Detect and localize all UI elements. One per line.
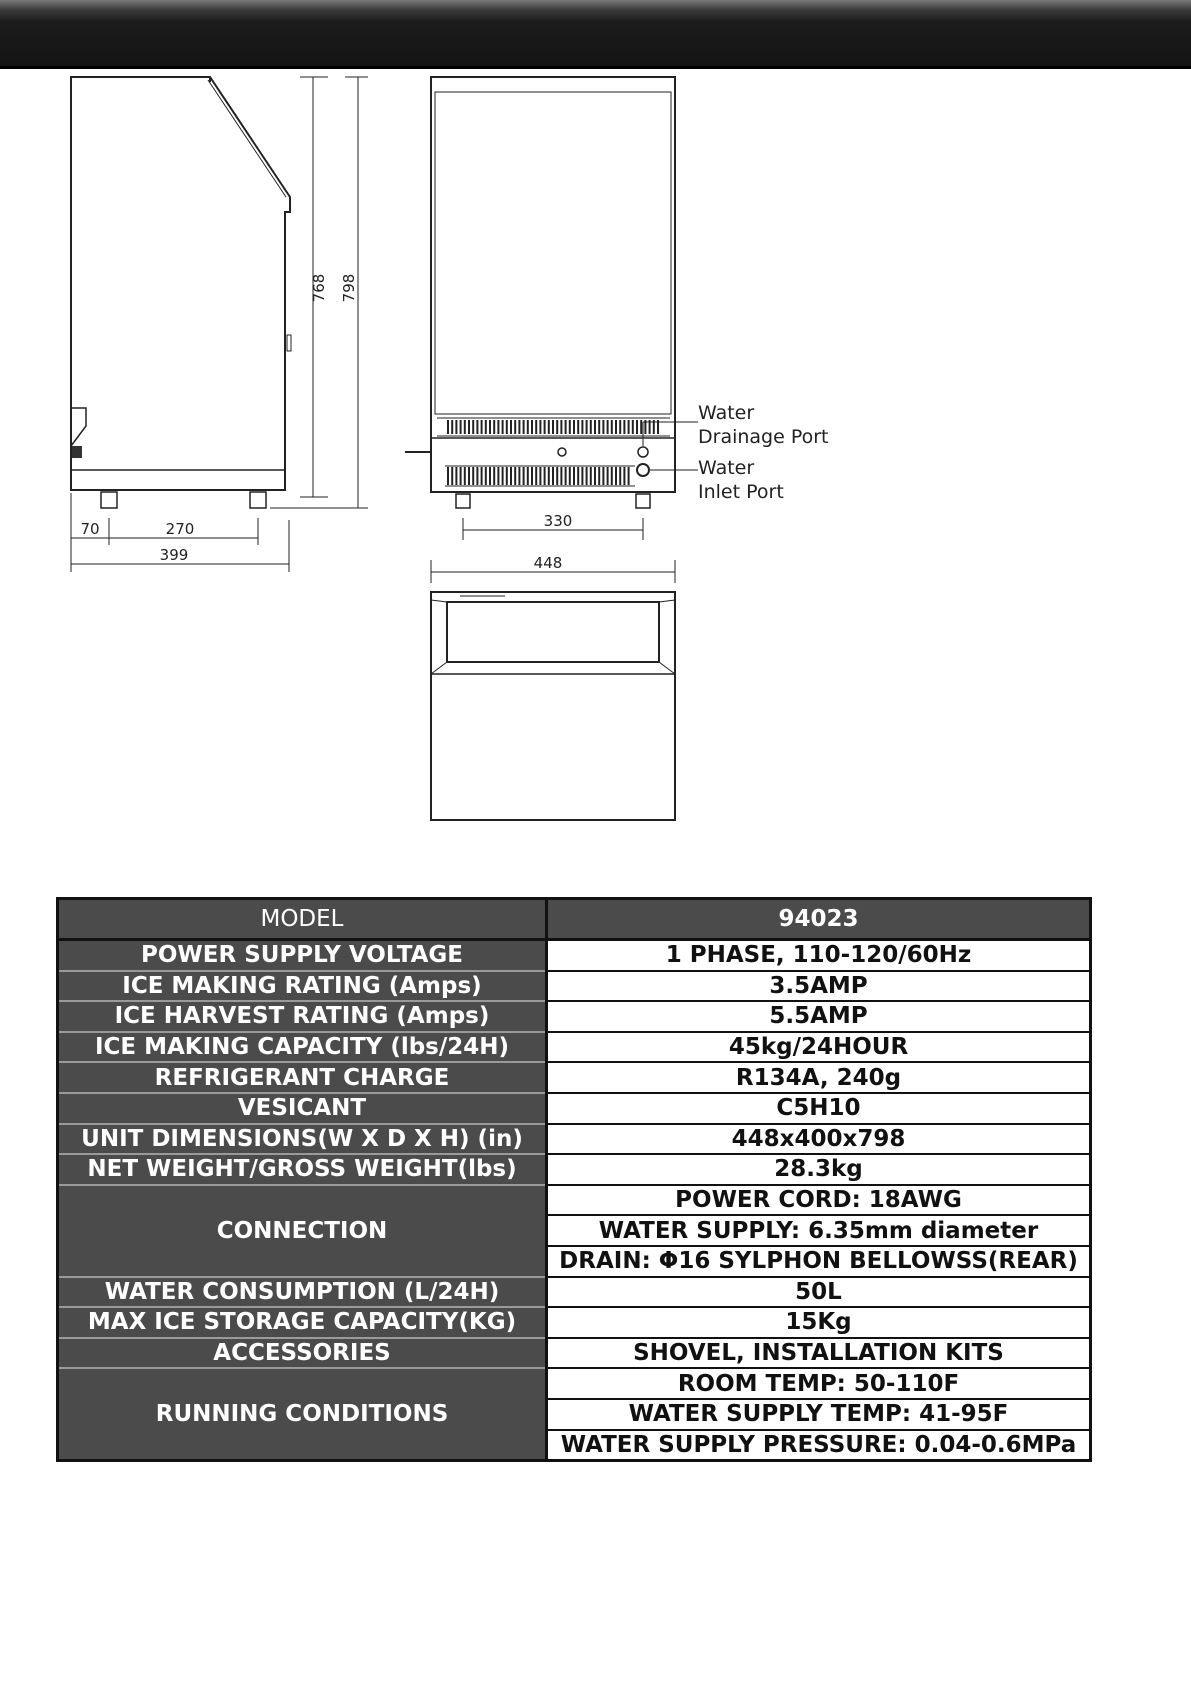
spec-label: NET WEIGHT/GROSS WEIGHT(lbs): [58, 1154, 547, 1185]
spec-value: 15Kg: [547, 1307, 1091, 1338]
lower-vent-grille: [448, 467, 629, 485]
spec-value: R134A, 240g: [547, 1062, 1091, 1093]
spec-label-running-conditions: RUNNING CONDITIONS: [58, 1368, 547, 1460]
spec-value: WATER SUPPLY PRESSURE: 0.04-0.6MPa: [547, 1430, 1091, 1461]
spec-row: [58, 1368, 1091, 1399]
spec-label: ICE MAKING RATING (Amps): [58, 971, 547, 1002]
spec-value: DRAIN: Φ16 SYLPHON BELLOWSS(REAR): [547, 1246, 1091, 1277]
spec-label: POWER SUPPLY VOLTAGE: [58, 940, 547, 971]
spec-row: [58, 1338, 1091, 1369]
spec-value: POWER CORD: 18AWG: [547, 1185, 1091, 1216]
inlet-port-label-line2: Inlet Port: [698, 481, 784, 503]
spec-label: ACCESSORIES: [58, 1338, 547, 1369]
spec-value: 1 PHASE, 110-120/60Hz: [547, 940, 1091, 971]
side-height-768-label: 768: [310, 273, 328, 303]
spec-header-row: [58, 899, 1091, 940]
spec-row: [58, 1277, 1091, 1308]
upper-vent-grille: [448, 420, 658, 434]
spec-label: VESICANT: [58, 1093, 547, 1124]
spec-label-connection: CONNECTION: [58, 1185, 547, 1277]
spec-table: [56, 897, 1092, 1462]
spec-value: 94023: [547, 899, 1091, 940]
spec-value: 28.3kg: [547, 1154, 1091, 1185]
header-bar: [0, 0, 1191, 69]
technical-drawings: [0, 66, 1191, 856]
spec-value: ROOM TEMP: 50-110F: [547, 1368, 1091, 1399]
spec-row: [58, 971, 1091, 1002]
spec-label: ICE MAKING CAPACITY (lbs/24H): [58, 1032, 547, 1063]
spec-value: 3.5AMP: [547, 971, 1091, 1002]
drainage-port-label-line2: Drainage Port: [698, 426, 829, 448]
spec-value: SHOVEL, INSTALLATION KITS: [547, 1338, 1091, 1369]
spec-row: [58, 1093, 1091, 1124]
side-height-798-label: 798: [340, 273, 358, 303]
spec-row: [58, 1001, 1091, 1032]
spec-label: ICE HARVEST RATING (Amps): [58, 1001, 547, 1032]
side-view-drawing: [71, 77, 368, 572]
top-width-label: 448: [533, 554, 563, 572]
spec-label: MODEL: [58, 899, 547, 940]
spec-value: 50L: [547, 1277, 1091, 1308]
spec-value: WATER SUPPLY: 6.35mm diameter: [547, 1215, 1091, 1246]
spec-value: 448x400x798: [547, 1124, 1091, 1155]
side-foot-span-label: 270: [165, 520, 195, 538]
spec-row: [58, 1062, 1091, 1093]
spec-value: 5.5AMP: [547, 1001, 1091, 1032]
side-depth-label: 399: [159, 546, 189, 564]
spec-label: REFRIGERANT CHARGE: [58, 1062, 547, 1093]
spec-row: [58, 1154, 1091, 1185]
spec-label: WATER CONSUMPTION (L/24H): [58, 1277, 547, 1308]
side-foot-offset-label: 70: [80, 520, 100, 538]
spec-label: UNIT DIMENSIONS(W X D X H) (in): [58, 1124, 547, 1155]
spec-label: MAX ICE STORAGE CAPACITY(KG): [58, 1307, 547, 1338]
spec-row: [58, 1032, 1091, 1063]
spec-value: C5H10: [547, 1093, 1091, 1124]
spec-row: [58, 1185, 1091, 1216]
front-foot-span-label: 330: [543, 512, 573, 530]
spec-value: WATER SUPPLY TEMP: 41-95F: [547, 1399, 1091, 1430]
inlet-port-label-line1: Water: [698, 457, 755, 479]
spec-value: 45kg/24HOUR: [547, 1032, 1091, 1063]
drainage-port-label-line1: Water: [698, 402, 755, 424]
spec-row: [58, 940, 1091, 971]
spec-row: [58, 1124, 1091, 1155]
spec-row: [58, 1307, 1091, 1338]
top-view-drawing: [431, 560, 675, 820]
